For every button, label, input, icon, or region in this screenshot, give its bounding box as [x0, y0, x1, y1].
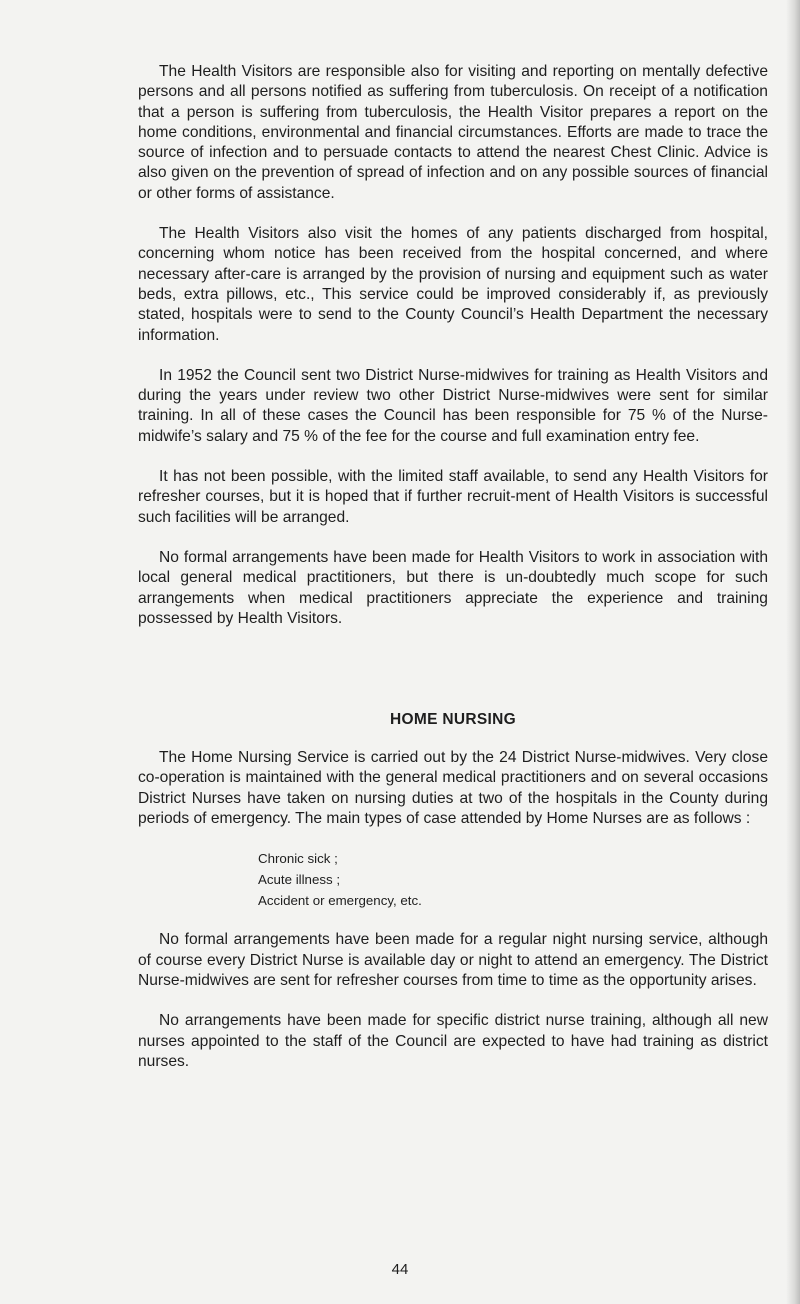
list-item: Chronic sick ;: [258, 851, 338, 867]
paragraph-training-1952: In 1952 the Council sent two District Nurse-midwives for training as Health Visitors and during the years under review two other District Nurse-midwives were sent for similar training. In all of these cases the Council has been responsible for 75 % of the Nurse-midwife’s salary and 75 % of the fee for the course and full examination entry fee.: [138, 366, 768, 445]
paragraph-night-nursing: No formal arrangements have been made for a regular night nursing service, although of course every District Nurse is available day or night to attend an emergency. The District Nurse-midwives are sent for refresher courses from time to time as the opportunity arises.: [138, 931, 768, 989]
list-item: Acute illness ;: [258, 872, 341, 888]
paragraph-discharged-patients: The Health Visitors also visit the homes of any patients discharged from hospital, concerning whom notice has been received from the hospital concerned, and where necessary after-care is arranged by the provision of nursing and equipment such as water beds, extra pillows, etc., This service could be improved considerably if, as previously stated, hospitals were to send to the County Council’s Health Department the necessary information.: [138, 225, 768, 344]
paragraph-refresher-courses: It has not been possible, with the limited staff available, to send any Health Visitors for refresher courses, but it is hoped that if further recruit-ment of Health Visitors is successful such facilities will be arranged.: [138, 468, 768, 526]
page-number: 44: [391, 1261, 409, 1278]
paragraph-district-nurse-training: No arrangements have been made for specific district nurse training, although all new nurses appointed to the staff of the Council are expected to have had training as district nurses.: [138, 1012, 768, 1070]
page-edge-shadow: [786, 0, 800, 1304]
section-heading-home-nursing: HOME NURSING: [390, 711, 516, 729]
paragraph-gp-association: No formal arrangements have been made for Health Visitors to work in association with local general medical practitioners, but there is un-doubtedly much scope for such arrangements when medical practitioners appreciate the experience and training possessed by Health Visitors.: [138, 548, 768, 627]
paragraph-home-nursing-intro: The Home Nursing Service is carried out by the 24 District Nurse-midwives. Very close co-operation is maintained with the general medical practitioners and on several occasions District Nurses have taken on nursing duties at two of the hospitals in the County during periods of emergency. The main types of case attended by Home Nurses are as follows :: [138, 749, 768, 828]
page-body: [138, 62, 768, 1072]
case-types-list: [258, 848, 768, 911]
list-item: Accident or emergency, etc.: [258, 893, 422, 909]
paragraph-health-visitors-duties: The Health Visitors are responsible also for visiting and reporting on mentally defective persons and all persons notified as suffering from tuberculosis. On receipt of a notification that a person is suffering from tuberculosis, the Health Visitor prepares a report on the home conditions, environmental and financial circumstances. Efforts are made to trace the source of infection and to persuade contacts to attend the nearest Chest Clinic. Advice is also given on the prevention of spread of infection and on any possible sources of financial or other forms of assistance.: [138, 63, 768, 202]
